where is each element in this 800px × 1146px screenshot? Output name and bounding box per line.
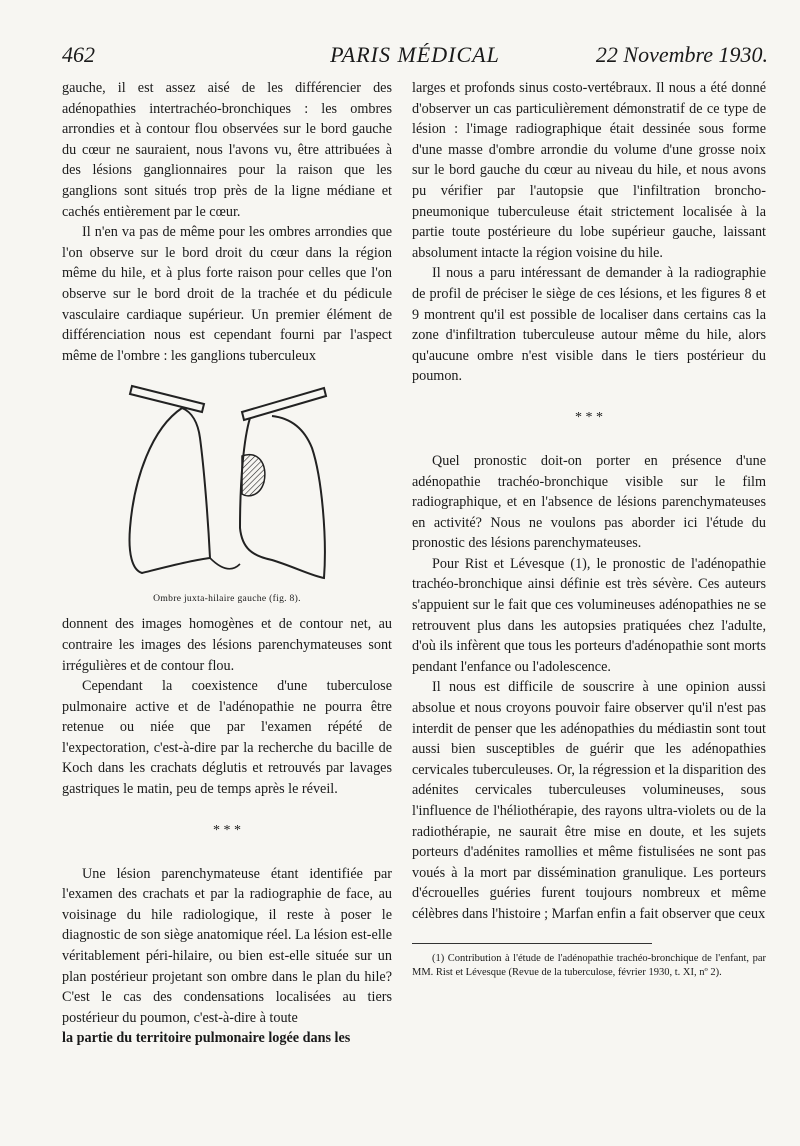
right-paragraph-4: Pour Rist et Lévesque (1), le pronostic de l'adénopathie trachéo-bronchique ainsi définie est très sévère. Ces auteurs s'appuient sur le fait que ces volumineuses adénopathies ne se retrouvent plus dans les autopsies pratiquées chez l'adulte, d'où ils infèrent que tous les porteurs d'adénopathie sont morts pendant l'enfance ou l'adolescence. [412,555,766,675]
figure-caption: Ombre juxta-hilaire gauche (fig. 8). [153,593,301,605]
right-paragraph-1: larges et profonds sinus costo-vertébraux. Il nous a été donné d'observer un cas particulièrement démonstratif de ce type de lésion : l'image radiographique était dessinée sous forme d'une masse d'ombre arrondie du volume d'une grosse noix sur le bord gauche du cœur au niveau du hile, et nous avons pu vérifier par l'autopsie que l'infiltration broncho-pneumonique tuberculeuse était strictement localisée à la partie toute postérieure du lobe supérieur gauche, laissant absolument intacte la région voisine du hile. [412,80,766,261]
footnote-divider [412,943,652,944]
heart-border [210,558,240,569]
right-column [412,78,766,980]
footnote: (1) Contribution à l'étude de l'adénopathie trachéo-bronchique de l'enfant, par MM. Rist et Lévesque (Revue de la tuberculose, février 1930, t. XI, nº 2). [412,952,766,978]
right-paragraph-5: Il nous est difficile de souscrire à une opinion aussi absolue et nous croyons pouvoir faire observer qu'il n'est pas interdit de penser que les adénopathies du médiastin sont tout aussi bien susceptibles de guérir que les adénopathies cervicales tuberculeuses. Or, la régression et la disparition des adénites cervicales tuberculeuses volumineuses, sous l'influence de l'héliothérapie, des rayons ultra-violets ou de la radiothérapie, ne saurait être mise en doute, et les sujets porteurs d'adénites ramollies et même fistulisées ne sont pas voués à la mort par dissémination granulique. Les porteurs d'écrouelles guéries furent toujours nombreux et même célèbres dans l'histoire ; Marfan enfin a fait observer que ceux [412,679,766,922]
left-paragraph-3: donnent des images homogènes et de contour net, au contraire les images des lésions parenchymateuses sont irrégulières et de contour flou. [62,616,392,674]
left-paragraph-2: Il n'en va pas de même pour les ombres arrondies que l'on observe sur le bord droit du cœur dans la région même du hile, et à plus forte raison pour celles que l'on observe sur le bord droit de la trachée et du pédicule vasculaire cardiaque supérieur. Un premier élément de différenciation nous est cependant fourni par l'aspect même de l'ombre : les ganglions tuberculeux [62,224,392,364]
asterism-glyph: * * * [213,822,241,838]
journal-title: PARIS MÉDICAL [330,42,500,67]
juxta-hilar-shadow [242,455,265,496]
page-number: 462 [62,42,95,67]
left-column [62,78,392,1049]
right-paragraph-2: Il nous a paru intéressant de demander à la radiographie de profil de préciser le siège de ces lésions, et les figures 8 et 9 montrent qu'il est possible de localiser dans certains cas la zone d'infiltration tuberculeuse autour même du hile, alors qu'aucune ombre n'est visible dans le tiers postérieur du poumon. [412,265,766,385]
right-clavicle-shape [130,386,204,412]
section-break-asterism [412,409,766,425]
left-paragraph-4: Cependant la coexistence d'une tuberculose pulmonaire active et de l'adénopathie ne pourra être retenue ou niée que par l'examen répété de l'expectoration, c'est-à-dire par la recherche du bacille de Koch dans les crachats déglutis et retrouvés par lavages gastriques le matin, peu de temps après le réveil. [62,678,392,798]
left-lung-outline [240,416,325,578]
right-paragraph-3: Quel pronostic doit-on porter en présence d'une adénopathie trachéo-bronchique visible sur le film radiographique, et en l'absence de lésions parenchymateuses en activité? Nous ne voulons pas aborder ici l'étude du pronostic des lésions parenchymateuses. [412,452,766,552]
left-paragraph-1: gauche, il est assez aisé de les différencier des adénopathies intertrachéo-bronchiques : les ombres arrondies et à contour flou observées sur le bord gauche du cœur ne sauraient, nous l'avons vu, être attribuées à des lésions ganglionnaires pour la raison que les ganglions sont situés trop près de la ligne médiane et cachés entièrement par le cœur. [62,80,392,220]
right-lung-outline [130,408,211,573]
running-header [62,42,768,70]
left-paragraph-5-last-line: la partie du territoire pulmonaire logée dans les [62,1030,351,1047]
left-clavicle-shape [242,388,326,420]
section-break-asterism [62,822,392,838]
left-paragraph-5: Une lésion parenchymateuse étant identifiée par l'examen des crachats et par la radiographie de face, au voisinage du hile radiologique, il reste à poser le diagnostic de son siège anatomique réel. La lésion est-elle véritablement péri-hilaire, ou bien est-elle située sur un plan postérieur projetant son ombre dans le plan du hile? C'est le cas des condensations localisées au tiers postérieur du poumon, c'est-à-dire à toute [62,865,392,1026]
issue-date: 22 Novembre 1930. [595,42,768,67]
asterism-glyph: * * * [575,409,603,425]
lung-outline-drawing [112,378,342,588]
figure-8 [62,378,392,606]
